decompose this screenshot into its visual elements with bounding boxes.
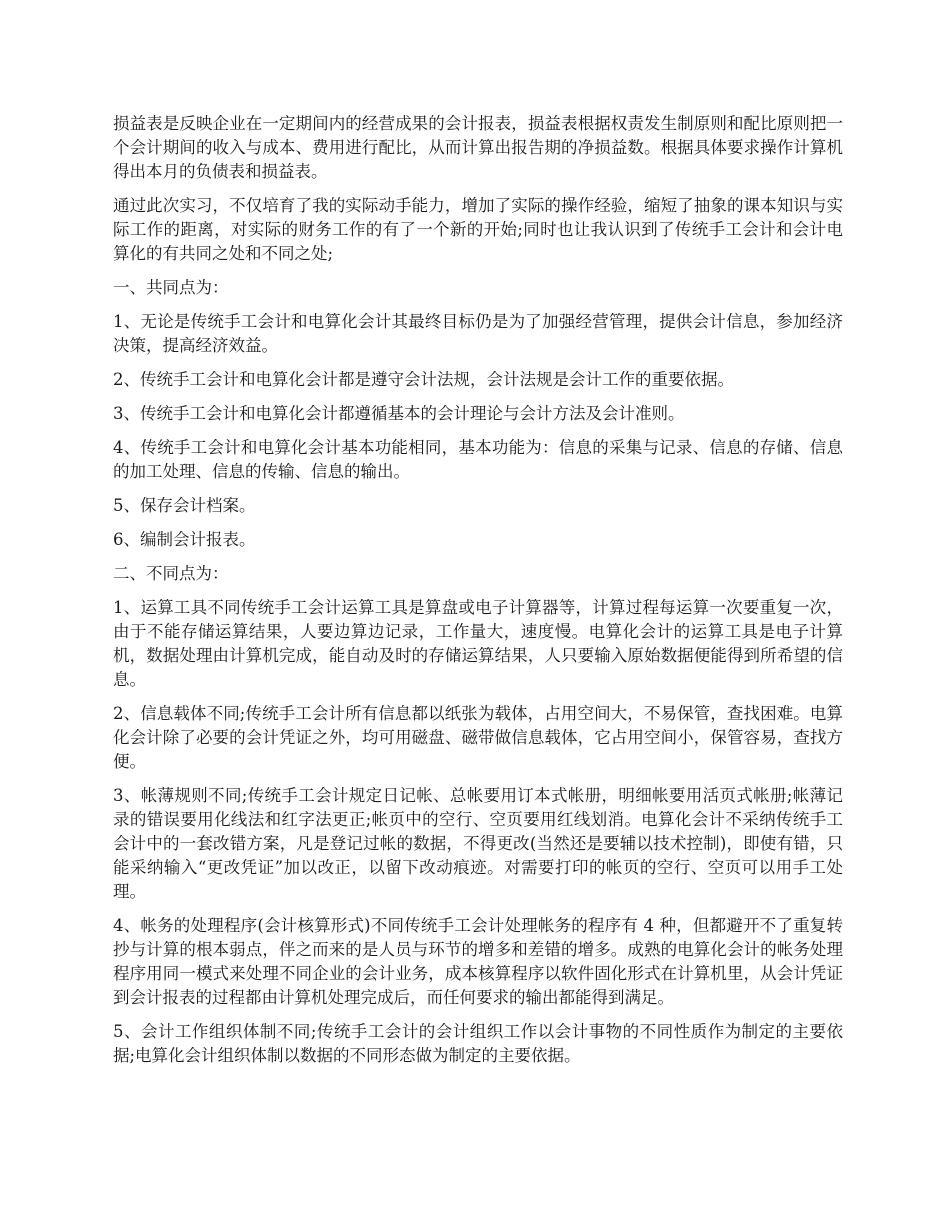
document-body bbox=[113, 112, 843, 1078]
heading-similarities: 一、共同点为： bbox=[113, 278, 229, 297]
paragraph-internship-summary: 通过此次实习，不仅培育了我的实际动手能力，增加了实际的操作经验，缩短了抽象的课本知识与实际工作的距离，对实际的财务工作的有了一个新的开始;同时也让我认识到了传统手工会计和会计电算化的有共同之处和不同之处; bbox=[113, 196, 843, 263]
difference-item-4: 4、帐务的处理程序(会计核算形式)不同传统手工会计处理帐务的程序有 4 种，但都避开不了重复转抄与计算的根本弱点，伴之而来的是人员与环节的增多和差错的增多。成熟的电算化会计的帐务处理程序用同一模式来处理不同企业的会计业务，成本核算程序以软件固化形式在计算机里，从会计凭证到会计报表的过程都由计算机处理完成后，而任何要求的输出都能得到满足。 bbox=[113, 916, 843, 1007]
difference-item-2: 2、信息载体不同;传统手工会计所有信息都以纸张为载体，占用空间大，不易保管，查找困难。电算化会计除了必要的会计凭证之外，均可用磁盘、磁带做信息载体，它占用空间小，保管容易，查找方便。 bbox=[113, 704, 843, 771]
similarity-item-6: 6、编制会计报表。 bbox=[113, 530, 256, 549]
similarity-item-2: 2、传统手工会计和电算化会计都是遵守会计法规，会计法规是会计工作的重要依据。 bbox=[113, 370, 734, 389]
similarity-item-4: 4、传统手工会计和电算化会计基本功能相同，基本功能为：信息的采集与记录、信息的存储、信息的加工处理、信息的传输、信息的输出。 bbox=[113, 438, 843, 481]
similarity-item-5: 5、保存会计档案。 bbox=[113, 496, 256, 515]
paragraph-income-statement: 损益表是反映企业在一定期间内的经营成果的会计报表，损益表根据权责发生制原则和配比原则把一个会计期间的收入与成本、费用进行配比，从而计算出报告期的净损益数。根据具体要求操作计算机得出本月的负债表和损益表。 bbox=[113, 114, 843, 181]
similarity-item-1: 1、无论是传统手工会计和电算化会计其最终目标仍是为了加强经营管理，提供会计信息，参加经济决策，提高经济效益。 bbox=[113, 312, 843, 355]
difference-item-3: 3、帐薄规则不同;传统手工会计规定日记帐、总帐要用订本式帐册，明细帐要用活页式帐册;帐薄记录的错误要用化线法和红字法更正;帐页中的空行、空页要用红线划消。电算化会计不采纳传统手工会计中的一套改错方案，凡是登记过帐的数据，不得更改(当然还是要辅以技术控制)，即使有错，只能采纳输入“更改凭证”加以改正，以留下改动痕迹。对需要打印的帐页的空行、空页可以用手工处理。 bbox=[113, 786, 843, 901]
heading-differences: 二、不同点为： bbox=[113, 564, 229, 583]
difference-item-5: 5、会计工作组织体制不同;传统手工会计的会计组织工作以会计事物的不同性质作为制定的主要依据;电算化会计组织体制以数据的不同形态做为制定的主要依据。 bbox=[113, 1022, 843, 1065]
difference-item-1: 1、运算工具不同传统手工会计运算工具是算盘或电子计算器等，计算过程每运算一次要重复一次，由于不能存储运算结果，人要边算边记录，工作量大，速度慢。电算化会计的运算工具是电子计算机，数据处理由计算机完成，能自动及时的存储运算结果，人只要输入原始数据便能得到所希望的信息。 bbox=[113, 598, 843, 689]
similarity-item-3: 3、传统手工会计和电算化会计都遵循基本的会计理论与会计方法及会计准则。 bbox=[113, 404, 685, 423]
